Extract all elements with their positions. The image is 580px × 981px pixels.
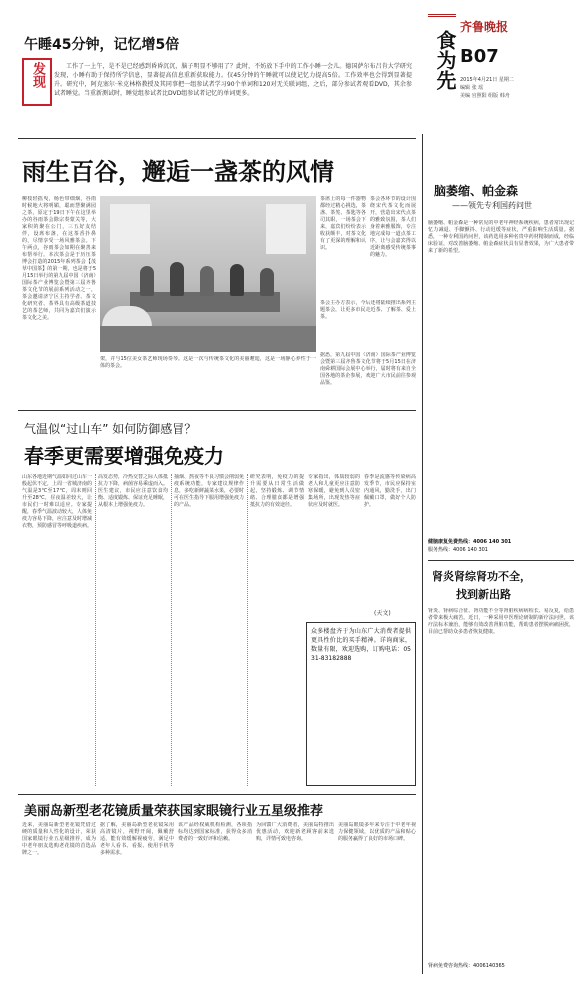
photo-figure [170, 262, 184, 296]
photo-window [110, 204, 150, 254]
immunity-col-2: 高发态势，冷热交替之际人体抵抗力下降，病菌容易乘虚而入。医生建议，市民应注意饮食均衡、适度锻炼、保证充足睡眠，从根本上增强免疫力。 [98, 474, 168, 508]
immunity-author-tag: (天文) [374, 610, 391, 617]
immunity-kicker: 气温似“过山车” 如何防御感冒？ [24, 422, 197, 436]
divider-sidebar [428, 560, 574, 561]
col-rule [171, 474, 172, 786]
divider-discover [18, 138, 416, 139]
designer-credit: 美编 官照阳 组版 韩舟 [460, 93, 510, 99]
discover-badge [22, 58, 52, 106]
issue-date: 2015年4月21日 星期二 [460, 77, 514, 83]
immunity-col-5: 专家指出，体质较弱的老人和儿童更应注意防寒保暖，避免到人员密集场所，出现发热等症状应及时就医。 [308, 474, 360, 508]
tea-photo [100, 196, 316, 352]
col-rule [95, 474, 96, 786]
beauty-col-2: 据了解，美丽岛新型老花镜采用高清镜片，视野开阔，佩戴舒适，能有效缓解视疲劳，满足中老年人看书、看报、使用手机等多种需求。 [100, 822, 174, 856]
immunity-col-1: 山东各地近期气温如同过山车一般起伏不定，上周一省城济南的气温是3℃至17℃，周末则回升至28℃，昼夜温差较大，让市民们一时难以适应。专家提醒，春季气温波动较大，人体免疫力容易下降，应注意及时增减衣物，预防感冒等呼吸道疾病。 [22, 474, 92, 529]
immunity-headline: 春季更需要增强免疫力 [24, 444, 224, 468]
discover-badge-label: 发现 [30, 62, 45, 88]
photo-figure [260, 268, 274, 296]
tea-col-4: 茶会主办方表示，今后还将陆续推出系列主题茶会，让更多市民走近茶、了解茶、爱上茶。 [320, 300, 416, 320]
tea-col-5: 据悉，第九届中国（济南）国际茶产业博览会暨第三届齐鲁茶文化节将于5月15日在济南舜耕国际会展中心举行，届时将有来自全国各地的茶企参展，欢迎广大市民前往参观品鉴。 [320, 352, 416, 386]
photo-figure [230, 264, 244, 296]
editor-credit: 编辑 张 瑶 [460, 85, 484, 91]
masthead [428, 10, 574, 130]
tea-headline: 雨生百谷，邂逅一盏茶的风情 [22, 158, 334, 186]
section-ornament [428, 14, 456, 31]
beauty-col-1: 近来，美丽岛新型老花镜凭借过硬的质量和人性化的设计，荣获国家眼镜行业五星级推荐，成为中老年朋友选购老花镜的首选品牌之一。 [22, 822, 96, 856]
beauty-col-4: 为回馈广大消费者，美丽岛特推出优惠活动，欢迎新老顾客前来选购，详情可致电咨询。 [256, 822, 334, 842]
brain-headline: 脑萎缩、帕金森 [434, 184, 519, 198]
kidney-headline: 肾炎肾综肾功不全， [432, 570, 531, 583]
immunity-col-3: 抽烟、熬夜等不良习惯会削弱免疫系统功能，专家建议规律作息，多吃新鲜蔬菜水果，必要时可在医生指导下服用增强免疫力的产品。 [174, 474, 244, 508]
brain-subhead: ——领先专利国药问世 [452, 201, 532, 210]
beauty-headline: 美丽岛新型老花镜质量荣获国家眼镜行业五星级推荐 [24, 804, 324, 819]
immunity-ad-box [306, 622, 416, 786]
beauty-col-5: 美丽岛眼镜多年来专注于中老年视力保健领域，以优质的产品和贴心的服务赢得了良好的市场口碑。 [338, 822, 416, 842]
immunity-col-4: 研究表明，免疫力的提升需要从日常生活做起，坚持锻炼、调节情绪、合理膳食都是增强抵抗力的有效途径。 [250, 474, 304, 508]
divider-immunity [18, 794, 416, 795]
col-rule [247, 474, 248, 786]
page-number: B07 [460, 46, 499, 67]
kidney-body: 肾炎、肾病综合征、肾功能不全等肾脏疾病病程长、易反复，给患者带来极大痛苦。近日，一种采用中医理论研制的新疗法问世，该疗法标本兼治，能够有效改善肾脏功能，帮助患者摆脱病痛困扰，目前已帮助众多患者恢复健康。 [428, 608, 574, 635]
tea-col-2: 茶会各环节的设计围绕宋代茶文化而展开，营造出宋代点茶的雅致氛围，茶人们身着素雅服饰，专注地完成每一道点茶工序，让与会嘉宾得以近距离感受传统茶事的魅力。 [370, 196, 416, 258]
photo-figure [140, 266, 154, 296]
kidney-headline-2: 找到新出路 [456, 588, 511, 601]
brain-body: 脑萎缩、帕金森是一种常见的中老年神经系统疾病，患者常出现记忆力减退、手脚颤抖、行动迟缓等症状，严重影响生活质量。据悉，一种专利国药问世，该药选用多种名贵中药材精制而成，经临床验证，对改善脑萎缩、帕金森症状具有显著效果，为广大患者带来了新的希望。 [428, 220, 574, 254]
section-title: 食为先 [433, 30, 457, 90]
kidney-phone: 肾病免费咨询热线：4006140365 [428, 963, 505, 969]
photo-window [266, 204, 306, 254]
brain-phone-line-2: 服务热线：4006 140 301 [428, 547, 488, 553]
tea-col-3: 茶席上的每一件器物都经过精心挑选，茶盏、茶筅、茶匙等各司其职，一场茶会下来，嘉宾们纷纷表示收获颇丰，对茶文化有了更深的理解和认识。 [320, 196, 366, 251]
immunity-ad-text: 众多楼盘齐于为山东广大消费者提供更具性价比的买手精神。详询商家，数量有限，欢迎选购，订购电话：0531-83182888 [311, 628, 411, 662]
brain-phone-line: 健脑康复免费热线：4006 140 301 [428, 539, 512, 545]
paper-name: 齐鲁晚报 [460, 20, 509, 34]
immunity-col-6: 春季是流感等传染病高发季节，市民应保持室内通风，勤洗手，出门佩戴口罩，做好个人防护。 [364, 474, 416, 508]
divider-tea [18, 410, 416, 411]
tea-col-1: 柳枝轻摇曳，杨色带细烟，谷雨时候地大将明媚，聪而慧聚满园之茶，原定于19日下午在这里举办的谷雨茶会除宗奏蒙关等，大家积的聚在公门，三五好友结伴，设席布盏，在这茶香扑鼻的，尽情享受一场风雅茶会。下午两点，谷雨茶会如期在聚善来布帮举行。本次茶会是于历压茶博会打造的2015年系列茶会【茂草中国茶】的第一期，也是将于5月15日举行的第九届中国（济南）国际茶产业博览会暨第三届齐鲁茶文化节的展前系列活动之一，茶会邀请济宁区主持学者、茶文化研究者、茶界具有高级茶道技艺的茶艺师，共同为嘉宾们演示茶文化之美。 [22, 196, 96, 321]
photo-floor [100, 326, 316, 352]
photo-figure [200, 266, 214, 296]
beauty-col-3: 该产品经权威机构检测，各项指标均达到国家标准，获得众多消费者的一致好评和信赖。 [178, 822, 252, 842]
discover-headline: 午睡45分钟，记忆增5倍 [24, 37, 180, 53]
sidebar-rule [422, 134, 423, 974]
tea-photo-caption: 架，并与15位美女茶艺师现场奏琴。这是一次与传统茶文化的美丽邂逅，这是一场静心养性于一体的茶会。 [100, 356, 316, 369]
discover-body: 工作了一上午，是不是已经感到昏昏沉沉，脑子明显不够用了？此时，不妨放下手中的工作小睡一会儿。德国萨尔布吕肯大学研究发现，小睡有助于保持所学信息，显著提高信息重新获取能力。仅45分钟的午睡就可以使记忆力提高5倍。工作效率也会得到显著提升。研究中，阿克塞尔·米克林格教授及其同事把一组参试者学习90个单词和120对无关联词组，之后，部分参试者观看DVD，其余参试者睡觉。当重新测试时，睡觉组参试者比DVD组参试者记忆的单词更多。 [54, 63, 412, 97]
